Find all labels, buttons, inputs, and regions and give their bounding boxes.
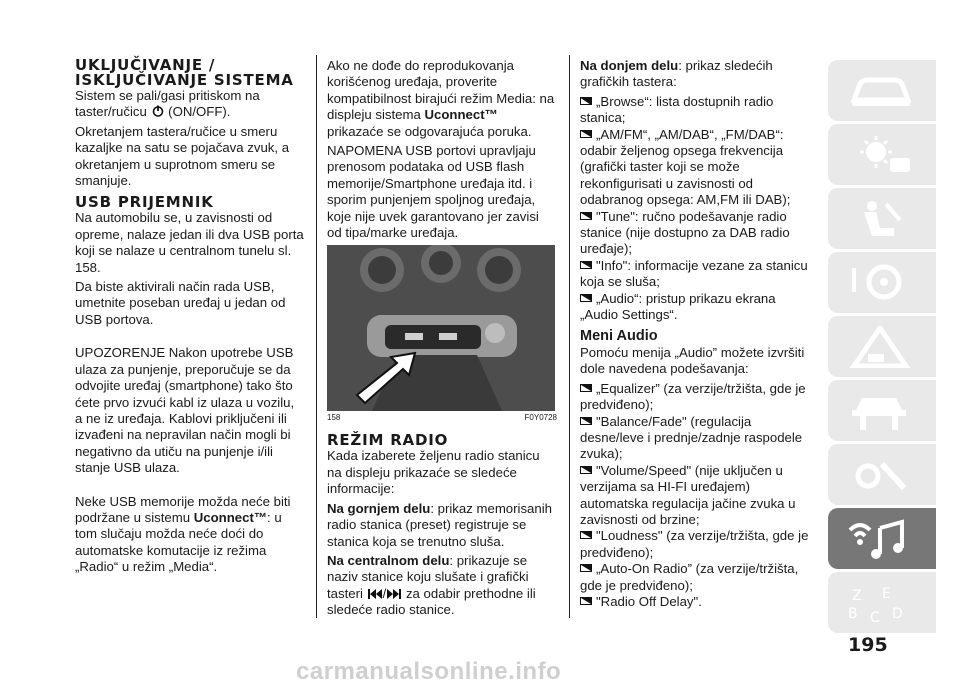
text: Sistem se pali/gasi pritiskom na taster/ručicu xyxy=(75,88,260,120)
svg-text:B: B xyxy=(848,606,858,622)
text: Ako ne dođe do reprodukovanja korišćenog uređaja, proverite kompatibilnost birajući režim Media: na displeju sistema xyxy=(327,58,555,123)
text: "Tune": ručno podešavanje radio stanice (nije dostupno za DAB radio uređaje); xyxy=(580,208,790,257)
tab-technical-data[interactable] xyxy=(828,444,936,505)
list-item xyxy=(580,258,810,291)
bullet-icon xyxy=(580,597,592,605)
term: Na centralnom delu xyxy=(327,552,450,568)
bullet-icon xyxy=(580,97,592,105)
bullet-icon xyxy=(580,384,592,392)
list-item xyxy=(580,594,810,610)
bullet-icon xyxy=(580,564,592,572)
paragraph-note: NAPOMENA USB portovi upravljaju prenosom podataka od USB flash memorije/Smartphone uređaja itd. i sporim punjenjem spoljnog uređaja, koje nije uvek garantovano jer zavisi od tipa/marke uređaja. xyxy=(327,143,539,241)
svg-text:Z: Z xyxy=(852,588,862,604)
watermark: carmanualsonline.info xyxy=(296,658,562,685)
list-item xyxy=(580,561,810,594)
list-item xyxy=(580,414,810,463)
tab-index[interactable] xyxy=(828,572,936,633)
section-title-power: UKLJUČIVANJE / ISKLJUČIVANJE SISTEMA xyxy=(75,56,294,89)
text: tasteri xyxy=(327,585,363,601)
text: : prikaz memorisanih radio stanica (preset) registruje se stanica koja se trenutno sluša. xyxy=(327,500,552,549)
chapter-tabs xyxy=(828,60,936,636)
bullet-icon xyxy=(580,531,592,539)
paragraph-audio-menu: Pomoću menija „Audio” možete izvršiti dole navedena podešavanja: xyxy=(580,344,805,377)
section-title-radio: REŽIM RADIO xyxy=(327,431,449,450)
text: "Info": informacije vezane za stanicu koja se sluša; xyxy=(580,257,808,290)
tab-dashboard[interactable] xyxy=(828,124,936,185)
paragraph-media xyxy=(327,58,557,140)
text: : prikaz sledećih grafičkih tastera: xyxy=(580,58,773,90)
bullet-icon xyxy=(580,261,592,269)
car-lift-icon xyxy=(846,390,916,432)
brand-uconnect: Uconnect™ xyxy=(424,107,498,123)
steering-wheel-icon xyxy=(846,262,916,304)
warning-lights-icon xyxy=(846,134,916,176)
column-right xyxy=(580,58,810,610)
paragraph-lower-part xyxy=(580,58,810,91)
paragraph-upper-part xyxy=(327,501,557,550)
bullet-icon xyxy=(580,466,592,474)
text: za odabir prethodne ili sledeće radio stanice. xyxy=(327,585,536,618)
next-track-icon xyxy=(387,589,401,599)
usb-port-photo xyxy=(327,245,555,411)
brand-uconnect: Uconnect™ xyxy=(193,509,268,525)
text: „Equalizer” (za verzije/tržišta, gde je predviđeno); xyxy=(580,380,806,413)
list-item xyxy=(580,127,810,209)
tab-vehicle[interactable] xyxy=(828,60,936,121)
wrench-gear-icon xyxy=(846,454,916,496)
emergency-triangle-icon xyxy=(846,326,916,368)
tab-safety[interactable] xyxy=(828,188,936,249)
text: „Browse“: lista dostupnih radio stanica; xyxy=(580,93,774,126)
power-icon xyxy=(152,105,164,117)
svg-text:E: E xyxy=(882,586,891,602)
text: (ON/OFF). xyxy=(168,104,231,120)
text: : prikazuje se naziv stanice koju slušate i grafički xyxy=(327,552,529,585)
bullet-icon xyxy=(580,417,592,425)
list-item xyxy=(580,209,810,258)
paragraph-usb-mode: Da biste aktivirali način rada USB, umetnite poseban uređaj u jedan od USB portova. xyxy=(75,279,286,327)
text: prikazaće se odgovarajuća poruka. xyxy=(327,123,532,139)
list-graphic-buttons xyxy=(580,94,810,324)
term: Na gornjem delu xyxy=(327,500,431,516)
paragraph-central-part: Na centralnom delu: prikazuje se naziv stanice koju slušate i grafički tasteri / za odabir prethodne ili sledeće radio stanice. xyxy=(327,552,536,618)
list-item xyxy=(580,94,810,127)
svg-text:D: D xyxy=(892,606,903,622)
tab-maintenance[interactable] xyxy=(828,380,936,441)
list-audio-settings xyxy=(580,381,810,611)
usb-console-illustration xyxy=(327,245,555,411)
text: Neke USB memorije možda neće biti podržane u sistemu xyxy=(75,493,291,525)
page-number: 195 xyxy=(848,634,888,656)
multimedia-music-icon xyxy=(846,518,916,560)
column-divider xyxy=(569,55,570,618)
car-icon xyxy=(846,70,916,112)
paragraph-radio-intro: Kada izaberete željenu radio stanicu na displeju prikazaće se sledeće informacije: xyxy=(327,448,540,497)
tab-driving[interactable] xyxy=(828,252,936,313)
tab-multimedia[interactable] xyxy=(828,508,936,569)
figure-code: F0Y0728 xyxy=(524,413,557,423)
bullet-icon xyxy=(580,130,592,138)
subheading-audio-menu: Meni Audio xyxy=(580,327,658,344)
alphabet-index-icon xyxy=(846,582,916,624)
figure-number: 158 xyxy=(327,413,341,423)
column-left xyxy=(75,58,305,579)
section-title-usb: USB PRIJEMNIK xyxy=(75,193,214,212)
paragraph-volume: Okretanjem tastera/ručice u smeru kazaljke na satu se pojačava zvuk, a okretanjem u suprotnom smeru se smanjuje. xyxy=(75,123,290,189)
figure-caption xyxy=(327,413,557,423)
paragraph-usb-memory xyxy=(75,494,305,576)
text: „AM/FM“, „AM/DAB“, „FM/DAB“: odabir željenog opsega frekvencija (grafički taster koji se može rekonfigurisati u zavisnosti od odabranog opsega: AM,FM ili DAB); xyxy=(580,126,791,208)
column-divider xyxy=(316,55,317,618)
bullet-icon xyxy=(580,212,592,220)
term: Na donjem delu xyxy=(580,58,679,73)
text: "Balance/Fade" (regulacija desne/leve i prednje/zadnje raspodele zvuka); xyxy=(580,413,803,462)
list-item xyxy=(580,463,810,529)
tab-emergency[interactable] xyxy=(828,316,936,377)
text: "Volume/Speed" (nije uključen u verzijama sa HI-FI uređajem) automatska regulacija jačine zvuka u zavisnosti od brzine; xyxy=(580,462,796,527)
text: "Radio Off Delay". xyxy=(596,594,702,609)
svg-text:C: C xyxy=(870,610,880,624)
bullet-icon xyxy=(580,294,592,302)
paragraph-warning: UPOZORENJE Nakon upotrebe USB ulaza za punjenje, preporučuje se da odvojite uređaj (smartphone) tako što ćete prvo izvući kabl iz ulaza u vozilu, a ne iz uređaja. Kablovi priključeni ili izvađeni na nepravilan način mogli bi negativno da utiču na punjenje i/ili stanje USB ulaza. xyxy=(75,345,295,476)
column-middle xyxy=(327,58,557,622)
paragraph-power xyxy=(75,88,305,121)
text: "Loudness" (za verzije/tržišta, gde je predviđeno); xyxy=(580,528,809,560)
list-item xyxy=(580,381,810,414)
list-item xyxy=(580,528,810,561)
previous-track-icon xyxy=(368,589,382,599)
text: „Auto-On Radio” (za verzije/tržišta, gde je predviđeno); xyxy=(580,561,799,593)
list-item xyxy=(580,291,810,324)
text: : u tom slučaju možda neće doći do automatske komutacije iz režima „Radio“ u režim „Media“. xyxy=(75,509,282,575)
paragraph-usb-ports: Na automobilu se, u zavisnosti od opreme, nalaze jedan ili dva USB porta koji se nalaze u centralnom tunelu sl. 158. xyxy=(75,210,304,275)
text: „Audio“: pristup prikazu ekrana „Audio Settings“. xyxy=(580,290,776,323)
airbag-seat-icon xyxy=(846,198,916,240)
